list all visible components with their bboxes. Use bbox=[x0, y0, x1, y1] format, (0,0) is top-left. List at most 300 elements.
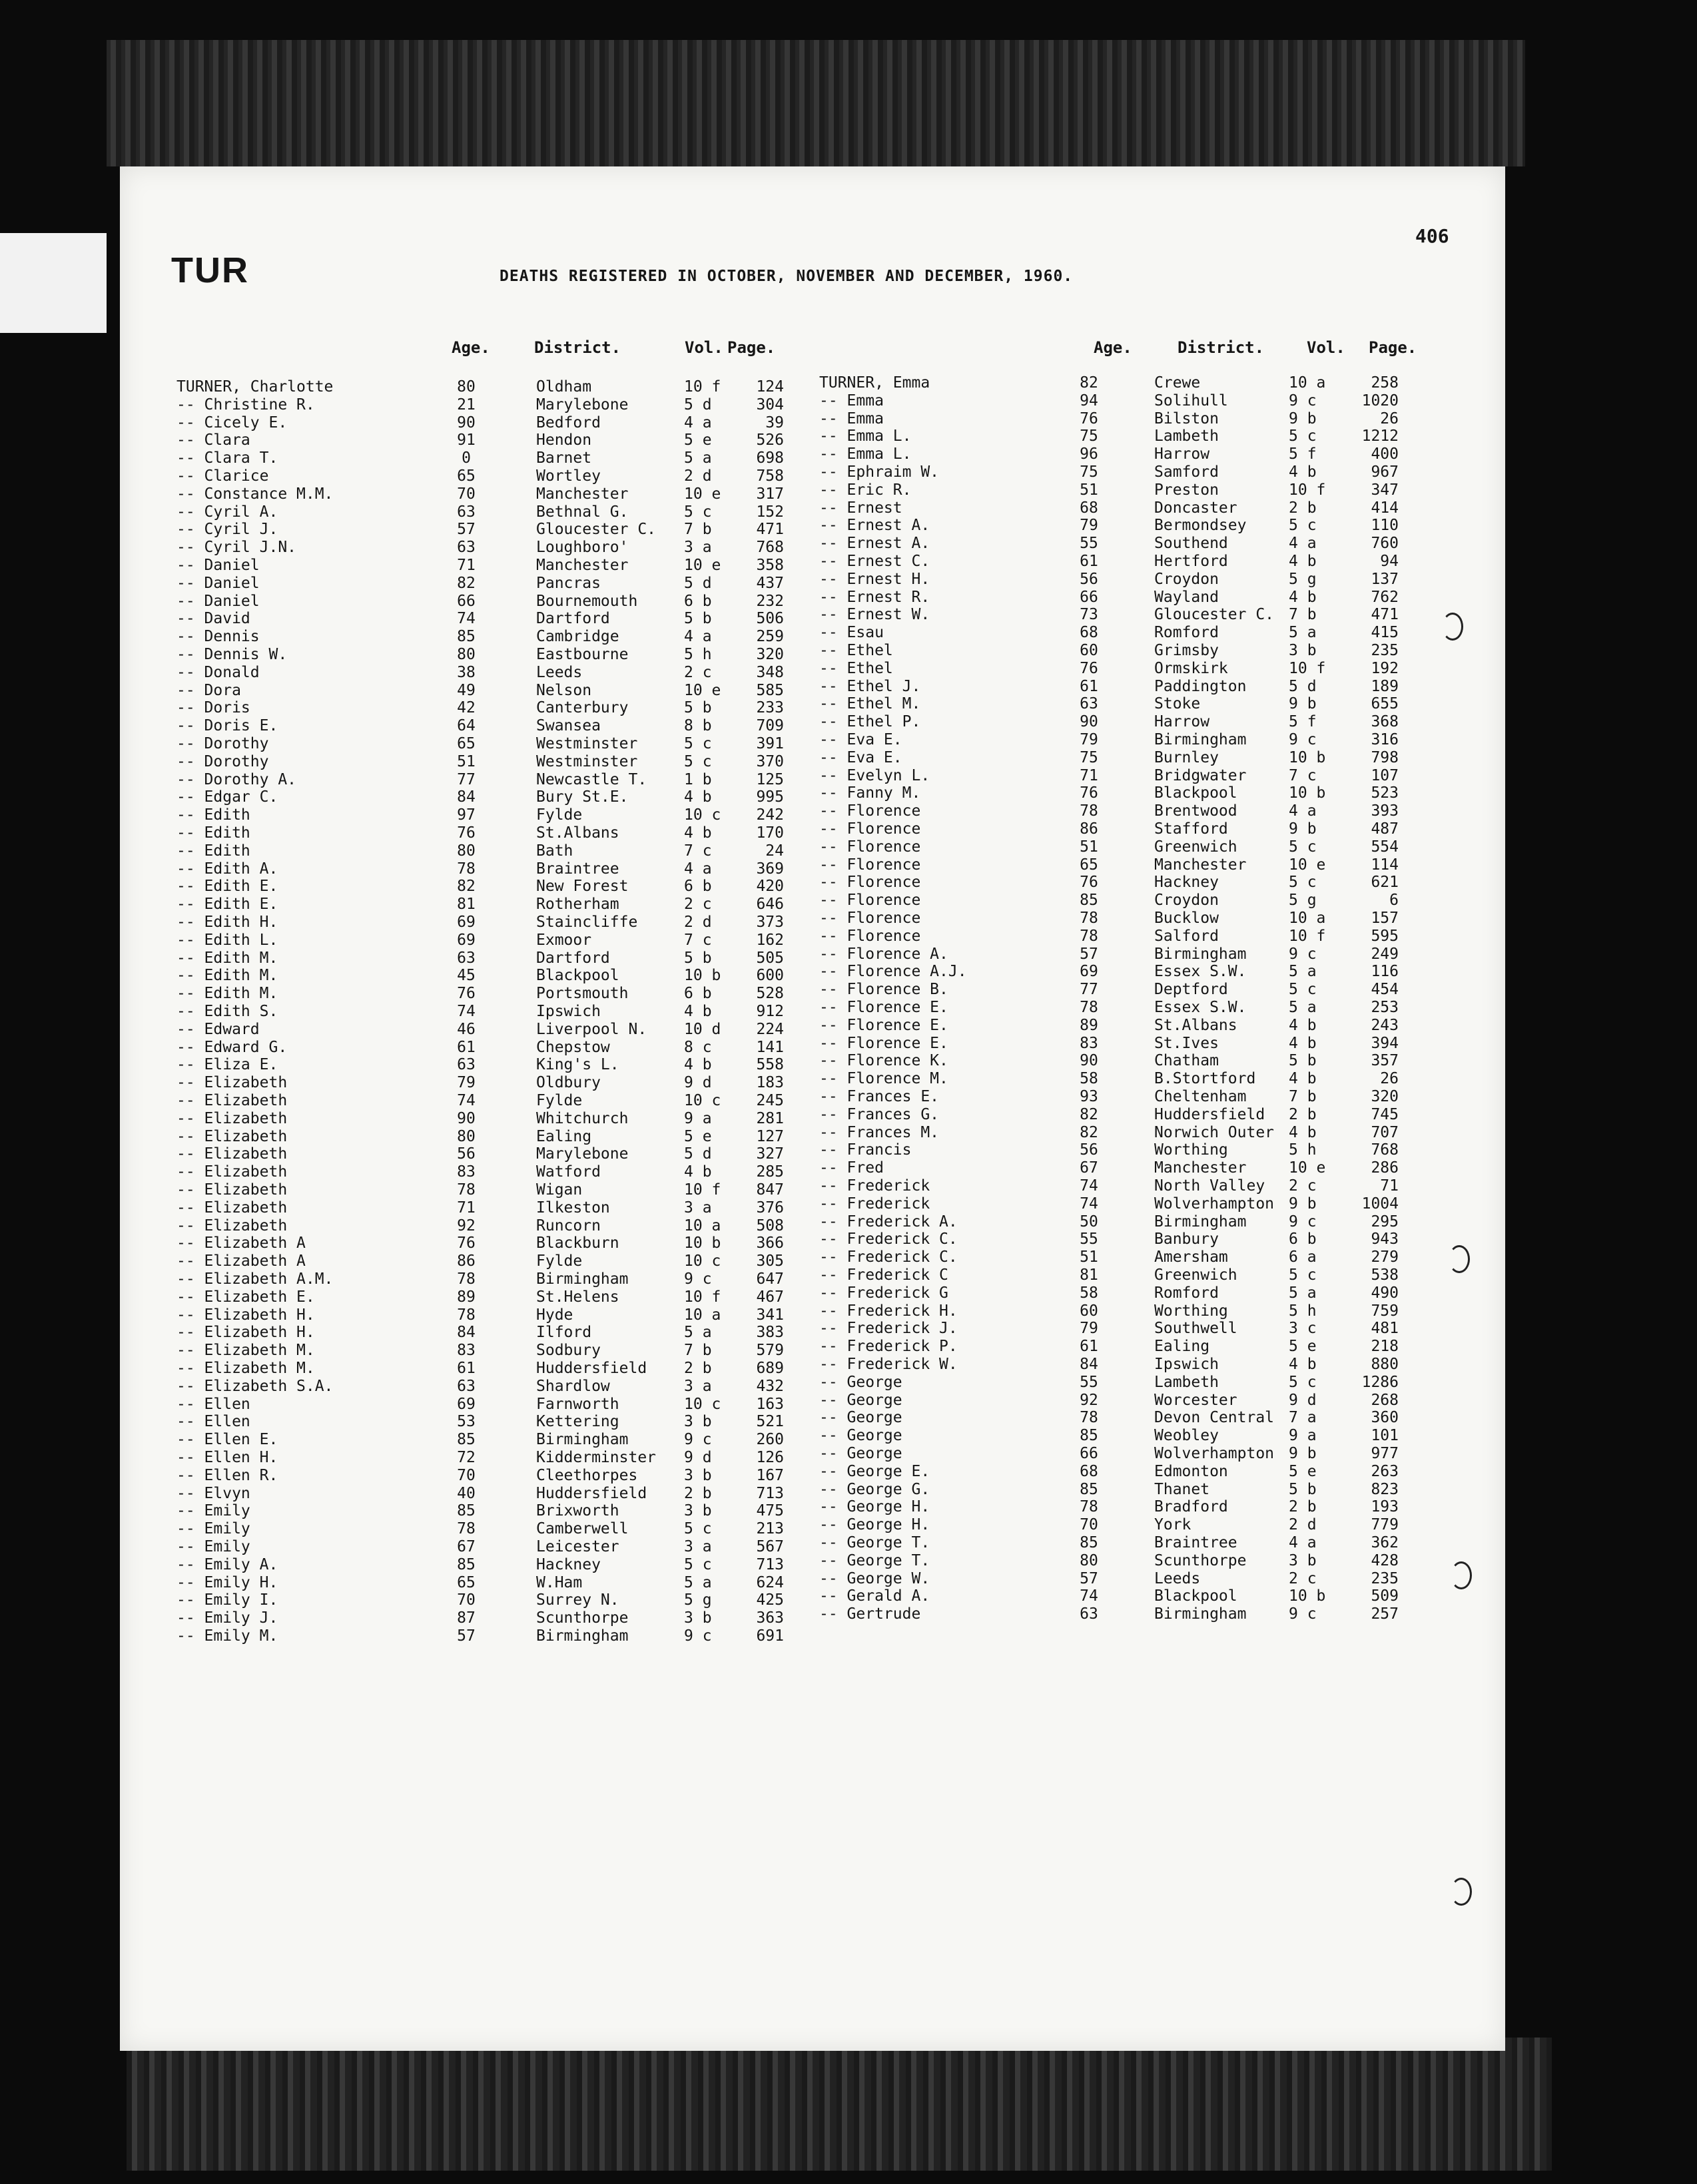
entry-age: 84 bbox=[1080, 1356, 1098, 1373]
entry-page: 341 bbox=[756, 1306, 784, 1324]
entry-page: 317 bbox=[756, 485, 784, 503]
entry-page: 362 bbox=[1371, 1534, 1399, 1551]
entry-name: -- Edith M. bbox=[176, 985, 278, 1003]
entry-name: -- Ethel bbox=[819, 659, 893, 677]
register-entry bbox=[176, 1163, 843, 1181]
entry-page: 26 bbox=[1380, 410, 1399, 427]
register-entry bbox=[176, 431, 843, 449]
entry-name: -- Fanny M. bbox=[819, 784, 921, 802]
entry-age: 58 bbox=[1080, 1070, 1098, 1088]
entry-page: 554 bbox=[1371, 838, 1399, 856]
entry-age: 68 bbox=[1080, 624, 1098, 642]
entry-name: -- Elizabeth M. bbox=[176, 1342, 315, 1360]
register-entry bbox=[819, 874, 1485, 892]
entry-district: Manchester bbox=[1154, 1159, 1247, 1177]
entry-district: Edmonton bbox=[1154, 1462, 1228, 1480]
entry-page: 768 bbox=[1371, 1141, 1399, 1159]
entry-volume: 4 b bbox=[684, 788, 712, 806]
register-entry bbox=[819, 1392, 1485, 1410]
register-entry bbox=[819, 820, 1485, 838]
entry-volume: 5 d bbox=[684, 396, 712, 413]
entry-name: -- Elvyn bbox=[176, 1484, 250, 1502]
entry-age: 77 bbox=[1080, 981, 1098, 999]
entry-name: -- Cyril J.N. bbox=[176, 539, 297, 557]
entry-page: 127 bbox=[756, 1127, 784, 1145]
entry-district: Wolverhampton bbox=[1154, 1195, 1275, 1213]
entry-volume: 5 f bbox=[1289, 713, 1317, 731]
entry-district: Norwich Outer bbox=[1154, 1123, 1275, 1141]
entry-age: 75 bbox=[1080, 748, 1098, 766]
entry-page: 1286 bbox=[1361, 1373, 1399, 1391]
entry-district: Birmingham bbox=[1154, 1213, 1247, 1230]
entry-page: 347 bbox=[1371, 481, 1399, 499]
entry-page: 263 bbox=[1371, 1462, 1399, 1480]
entry-page: 360 bbox=[1371, 1409, 1399, 1427]
entry-name: -- Ernest W. bbox=[819, 606, 930, 624]
entry-age: 78 bbox=[1080, 927, 1098, 945]
entry-volume: 10 f bbox=[1289, 481, 1326, 499]
entry-district: Romford bbox=[1154, 1284, 1219, 1302]
entry-name: -- Frederick H. bbox=[819, 1302, 958, 1320]
entry-volume: 10 e bbox=[684, 485, 721, 503]
entry-page: 235 bbox=[1371, 642, 1399, 659]
left-header-page: Page. bbox=[727, 338, 776, 357]
entry-district: North Valley bbox=[1154, 1177, 1265, 1195]
entry-volume: 5 a bbox=[1289, 963, 1317, 981]
entry-page: 232 bbox=[756, 592, 784, 610]
register-entry bbox=[176, 378, 843, 396]
entry-district: Fylde bbox=[536, 806, 583, 824]
entry-age: 79 bbox=[1080, 1320, 1098, 1338]
right-header-vol: Vol. bbox=[1307, 338, 1345, 357]
entry-age: 80 bbox=[457, 378, 476, 396]
register-entry bbox=[176, 1270, 843, 1288]
entry-name: -- George H. bbox=[819, 1498, 930, 1516]
entry-district: Harrow bbox=[1154, 713, 1210, 731]
entry-name: -- Florence bbox=[819, 910, 921, 927]
entry-age: 67 bbox=[457, 1538, 476, 1555]
entry-age: 79 bbox=[1080, 731, 1098, 748]
entry-age: 69 bbox=[457, 914, 476, 931]
entry-volume: 3 a bbox=[684, 1538, 712, 1555]
entry-volume: 8 b bbox=[684, 717, 712, 735]
entry-district: Huddersfield bbox=[536, 1484, 647, 1502]
entry-volume: 9 c bbox=[684, 1627, 712, 1645]
register-entry bbox=[819, 1052, 1485, 1070]
entry-name: -- George bbox=[819, 1409, 902, 1427]
entry-name: -- Evelyn L. bbox=[819, 766, 930, 784]
entry-volume: 4 b bbox=[684, 1163, 712, 1181]
entry-page: 558 bbox=[756, 1056, 784, 1074]
entry-age: 73 bbox=[1080, 606, 1098, 624]
entry-district: Ealing bbox=[1154, 1338, 1210, 1356]
entry-district: Camberwell bbox=[536, 1520, 629, 1538]
register-entry bbox=[176, 1431, 843, 1449]
register-entry bbox=[819, 695, 1485, 713]
entry-page: 995 bbox=[756, 788, 784, 806]
register-entry bbox=[819, 928, 1485, 946]
entry-age: 68 bbox=[1080, 499, 1098, 517]
entry-volume: 5 c bbox=[1289, 427, 1317, 445]
entry-age: 92 bbox=[457, 1217, 476, 1234]
entry-volume: 3 b bbox=[1289, 1551, 1317, 1569]
entry-volume: 5 d bbox=[684, 1145, 712, 1163]
entry-page: 163 bbox=[756, 1395, 784, 1413]
entry-page: 528 bbox=[756, 985, 784, 1003]
entry-district: Bournemouth bbox=[536, 592, 638, 610]
entry-name: -- Florence bbox=[819, 874, 921, 892]
entry-page: 475 bbox=[756, 1502, 784, 1520]
entry-district: Staincliffe bbox=[536, 914, 638, 931]
entry-volume: 9 d bbox=[684, 1449, 712, 1466]
register-entry bbox=[176, 985, 843, 1003]
entry-age: 56 bbox=[1080, 570, 1098, 588]
entry-district: Brentwood bbox=[1154, 802, 1237, 820]
register-entry bbox=[819, 499, 1485, 517]
entry-district: Burnley bbox=[1154, 748, 1219, 766]
entry-district: Blackburn bbox=[536, 1234, 619, 1252]
register-entry bbox=[819, 1070, 1485, 1088]
register-entry bbox=[176, 1306, 843, 1324]
entry-name: -- Edgar C. bbox=[176, 788, 278, 806]
entry-volume: 4 b bbox=[684, 1056, 712, 1074]
entry-volume: 4 b bbox=[1289, 1356, 1317, 1373]
register-entry bbox=[176, 1074, 843, 1092]
entry-age: 78 bbox=[457, 1181, 476, 1199]
entry-page: 745 bbox=[1371, 1105, 1399, 1123]
register-entry bbox=[176, 1413, 843, 1431]
entry-name: -- Emily J. bbox=[176, 1609, 278, 1627]
entry-district: Leicester bbox=[536, 1538, 619, 1555]
entry-district: Samford bbox=[1154, 463, 1219, 481]
entry-district: Pancras bbox=[536, 574, 601, 592]
entry-age: 56 bbox=[1080, 1141, 1098, 1159]
entry-volume: 4 b bbox=[1289, 553, 1317, 570]
entry-volume: 5 g bbox=[684, 1591, 712, 1609]
entry-volume: 5 h bbox=[1289, 1141, 1317, 1159]
entry-age: 69 bbox=[457, 931, 476, 949]
entry-page: 110 bbox=[1371, 517, 1399, 535]
register-entry bbox=[176, 1003, 843, 1021]
entry-age: 63 bbox=[457, 503, 476, 521]
entry-district: Eastbourne bbox=[536, 646, 629, 663]
register-entry bbox=[819, 767, 1485, 785]
entry-age: 78 bbox=[1080, 802, 1098, 820]
entry-age: 63 bbox=[1080, 695, 1098, 713]
register-entry bbox=[176, 1467, 843, 1485]
entry-age: 64 bbox=[457, 717, 476, 735]
entry-volume: 1 b bbox=[684, 770, 712, 788]
entry-district: Portsmouth bbox=[536, 985, 629, 1003]
entry-district: Hyde bbox=[536, 1306, 573, 1324]
entry-page: 167 bbox=[756, 1466, 784, 1484]
entry-page: 579 bbox=[756, 1342, 784, 1360]
entry-district: Wortley bbox=[536, 467, 601, 485]
entry-volume: 3 b bbox=[684, 1413, 712, 1431]
entry-age: 63 bbox=[457, 1056, 476, 1074]
entry-district: Greenwich bbox=[1154, 1266, 1237, 1284]
entry-volume: 10 a bbox=[684, 1217, 721, 1234]
register-entry bbox=[176, 1324, 843, 1342]
entry-district: Watford bbox=[536, 1163, 601, 1181]
register-entry bbox=[819, 1570, 1485, 1588]
entry-district: Fylde bbox=[536, 1092, 583, 1109]
entry-name: -- Dora bbox=[176, 681, 241, 699]
entry-age: 65 bbox=[457, 467, 476, 485]
entry-page: 260 bbox=[756, 1431, 784, 1449]
scan-border-top bbox=[107, 40, 1525, 166]
entry-district: Blackpool bbox=[1154, 784, 1237, 802]
entry-district: Ormskirk bbox=[1154, 659, 1228, 677]
entry-name: -- Florence E. bbox=[819, 1016, 948, 1034]
entry-age: 80 bbox=[457, 1127, 476, 1145]
entry-page: 213 bbox=[756, 1520, 784, 1538]
entry-district: Dartford bbox=[536, 949, 610, 967]
entry-name: -- Elizabeth bbox=[176, 1092, 288, 1109]
entry-district: St.Ives bbox=[1154, 1034, 1219, 1052]
entry-volume: 4 b bbox=[1289, 463, 1317, 481]
entry-district: Gloucester C. bbox=[1154, 606, 1275, 624]
entry-name: -- Elizabeth bbox=[176, 1074, 288, 1092]
entry-page: 768 bbox=[756, 539, 784, 557]
entry-volume: 10 b bbox=[1289, 784, 1326, 802]
entry-page: 415 bbox=[1371, 624, 1399, 642]
entry-name: -- Emily bbox=[176, 1538, 250, 1555]
register-entry bbox=[176, 1234, 843, 1252]
entry-page: 281 bbox=[756, 1109, 784, 1127]
entry-name: -- Francis bbox=[819, 1141, 912, 1159]
entry-age: 57 bbox=[1080, 1569, 1098, 1587]
entry-district: Worthing bbox=[1154, 1302, 1228, 1320]
entry-volume: 7 c bbox=[684, 931, 712, 949]
entry-district: Paddington bbox=[1154, 677, 1247, 695]
entry-volume: 2 d bbox=[684, 914, 712, 931]
entry-district: Runcorn bbox=[536, 1217, 601, 1234]
register-entry bbox=[819, 571, 1485, 589]
entry-volume: 5 h bbox=[1289, 1302, 1317, 1320]
entry-age: 76 bbox=[457, 824, 476, 842]
entry-age: 94 bbox=[1080, 392, 1098, 410]
entry-age: 65 bbox=[457, 735, 476, 752]
entry-age: 74 bbox=[457, 610, 476, 628]
register-entry bbox=[819, 838, 1485, 856]
register-entry bbox=[819, 553, 1485, 571]
entry-age: 75 bbox=[1080, 427, 1098, 445]
entry-page: 758 bbox=[756, 467, 784, 485]
entry-name: -- Eliza E. bbox=[176, 1056, 278, 1074]
entry-volume: 2 b bbox=[1289, 1105, 1317, 1123]
register-entry bbox=[176, 485, 843, 503]
entry-volume: 9 c bbox=[684, 1431, 712, 1449]
entry-age: 82 bbox=[1080, 1123, 1098, 1141]
entry-age: 90 bbox=[457, 1109, 476, 1127]
entry-name: -- George W. bbox=[819, 1569, 930, 1587]
entry-district: Preston bbox=[1154, 481, 1219, 499]
entry-page: 320 bbox=[1371, 1088, 1399, 1105]
entry-age: 69 bbox=[1080, 963, 1098, 981]
register-entry bbox=[819, 624, 1485, 642]
entry-name: -- Ernest A. bbox=[819, 517, 930, 535]
entry-age: 80 bbox=[457, 646, 476, 663]
entry-name: -- Frederick bbox=[819, 1195, 930, 1213]
entry-page: 567 bbox=[756, 1538, 784, 1555]
entry-name: -- Daniel bbox=[176, 592, 260, 610]
register-entry bbox=[176, 1199, 843, 1217]
entry-name: -- George bbox=[819, 1391, 902, 1409]
entry-volume: 10 a bbox=[1289, 910, 1326, 927]
entry-name: -- Emily bbox=[176, 1520, 250, 1538]
entry-name: -- Elizabeth A.M. bbox=[176, 1270, 334, 1288]
entry-volume: 4 a bbox=[1289, 1534, 1317, 1551]
entry-name: -- George T. bbox=[819, 1534, 930, 1551]
register-entry bbox=[176, 914, 843, 932]
entry-name: -- Ellen bbox=[176, 1413, 250, 1431]
left-header-vol: Vol. bbox=[685, 338, 723, 357]
entry-age: 91 bbox=[457, 431, 476, 449]
entry-name: -- Eva E. bbox=[819, 748, 902, 766]
entry-volume: 9 c bbox=[1289, 731, 1317, 748]
entry-district: Croydon bbox=[1154, 892, 1219, 910]
entry-volume: 9 c bbox=[1289, 1605, 1317, 1623]
entry-volume: 9 b bbox=[1289, 695, 1317, 713]
entry-age: 78 bbox=[457, 1520, 476, 1538]
entry-name: -- Florence bbox=[819, 820, 921, 838]
entry-page: 400 bbox=[1371, 445, 1399, 463]
entry-page: 71 bbox=[1380, 1177, 1399, 1195]
register-entry bbox=[819, 1248, 1485, 1266]
entry-volume: 7 b bbox=[1289, 1088, 1317, 1105]
entry-page: 124 bbox=[756, 378, 784, 396]
entry-age: 60 bbox=[1080, 1302, 1098, 1320]
register-entry bbox=[819, 1141, 1485, 1159]
entry-page: 1004 bbox=[1361, 1195, 1399, 1213]
entry-volume: 5 c bbox=[684, 752, 712, 770]
register-entry bbox=[176, 896, 843, 914]
entry-name: -- Elizabeth bbox=[176, 1217, 288, 1234]
entry-name: -- Daniel bbox=[176, 574, 260, 592]
entry-page: 327 bbox=[756, 1145, 784, 1163]
entry-volume: 5 g bbox=[1289, 570, 1317, 588]
entry-volume: 2 d bbox=[684, 467, 712, 485]
entry-page: 285 bbox=[756, 1163, 784, 1181]
entry-volume: 5 c bbox=[1289, 517, 1317, 535]
entry-name: -- Ernest A. bbox=[819, 535, 930, 553]
entry-volume: 3 a bbox=[684, 1377, 712, 1395]
entry-district: Newcastle T. bbox=[536, 770, 647, 788]
entry-page: 249 bbox=[1371, 945, 1399, 963]
register-entry bbox=[176, 788, 843, 806]
entry-name: -- Elizabeth bbox=[176, 1109, 288, 1127]
entry-district: B.Stortford bbox=[1154, 1070, 1256, 1088]
entry-volume: 5 c bbox=[684, 1555, 712, 1573]
entry-name: -- Emily A. bbox=[176, 1555, 278, 1573]
entry-district: Amersham bbox=[1154, 1248, 1228, 1266]
entry-page: 39 bbox=[765, 413, 784, 431]
entry-district: Hertford bbox=[1154, 553, 1228, 570]
entry-page: 481 bbox=[1371, 1320, 1399, 1338]
entry-district: Bethnal G. bbox=[536, 503, 629, 521]
entry-volume: 5 b bbox=[684, 610, 712, 628]
entry-name: -- Emma L. bbox=[819, 445, 912, 463]
register-entry bbox=[176, 1360, 843, 1378]
entry-volume: 5 b bbox=[684, 699, 712, 717]
register-entry bbox=[819, 749, 1485, 767]
entry-age: 85 bbox=[1080, 1534, 1098, 1551]
entry-page: 116 bbox=[1371, 963, 1399, 981]
entry-volume: 5 h bbox=[684, 646, 712, 663]
entry-age: 82 bbox=[457, 878, 476, 896]
entry-name: -- Fred bbox=[819, 1159, 884, 1177]
entry-volume: 9 b bbox=[1289, 410, 1317, 427]
entry-name: -- Florence E. bbox=[819, 999, 948, 1016]
entry-page: 157 bbox=[1371, 910, 1399, 927]
entry-page: 432 bbox=[756, 1377, 784, 1395]
entry-page: 585 bbox=[756, 681, 784, 699]
entry-district: Blackpool bbox=[536, 967, 619, 985]
entry-name: -- Esau bbox=[819, 624, 884, 642]
entry-district: Chatham bbox=[1154, 1052, 1219, 1070]
entry-age: 60 bbox=[1080, 642, 1098, 659]
entry-district: Ilford bbox=[536, 1324, 592, 1342]
entry-page: 509 bbox=[1371, 1587, 1399, 1605]
entry-district: Kidderminster bbox=[536, 1449, 657, 1466]
entry-name: -- Christine R. bbox=[176, 396, 315, 413]
entry-age: 78 bbox=[457, 1270, 476, 1288]
entry-district: Bilston bbox=[1154, 410, 1219, 427]
entry-volume: 10 a bbox=[684, 1306, 721, 1324]
entry-age: 87 bbox=[457, 1609, 476, 1627]
entry-district: Huddersfield bbox=[1154, 1105, 1265, 1123]
register-entry bbox=[176, 967, 843, 985]
register-entry bbox=[176, 1181, 843, 1199]
entry-volume: 5 b bbox=[684, 949, 712, 967]
entry-volume: 9 c bbox=[684, 1270, 712, 1288]
register-entry bbox=[176, 1128, 843, 1146]
entry-page: 258 bbox=[1371, 374, 1399, 392]
register-entry bbox=[176, 771, 843, 789]
entry-age: 71 bbox=[1080, 766, 1098, 784]
register-entry bbox=[176, 521, 843, 539]
entry-volume: 7 b bbox=[684, 521, 712, 539]
entry-page: 425 bbox=[756, 1591, 784, 1609]
entry-volume: 6 b bbox=[684, 985, 712, 1003]
entry-name: -- Clara bbox=[176, 431, 250, 449]
entry-name: -- Ellen E. bbox=[176, 1431, 278, 1449]
register-entry bbox=[819, 999, 1485, 1017]
entry-age: 55 bbox=[1080, 535, 1098, 553]
entry-name: -- Elizabeth bbox=[176, 1199, 288, 1217]
register-entry bbox=[819, 427, 1485, 445]
entry-district: Hendon bbox=[536, 431, 592, 449]
entry-volume: 10 d bbox=[684, 1020, 721, 1038]
register-entry bbox=[176, 1449, 843, 1467]
entry-district: Shardlow bbox=[536, 1377, 610, 1395]
entry-age: 51 bbox=[1080, 481, 1098, 499]
entry-age: 70 bbox=[457, 1591, 476, 1609]
register-entry bbox=[176, 1396, 843, 1414]
register-entry bbox=[819, 963, 1485, 981]
entry-name: -- Emma bbox=[819, 410, 884, 427]
entry-age: 56 bbox=[457, 1145, 476, 1163]
entry-district: Weobley bbox=[1154, 1427, 1219, 1445]
register-entry bbox=[819, 1159, 1485, 1177]
entry-name: -- George H. bbox=[819, 1516, 930, 1534]
entry-age: 74 bbox=[1080, 1195, 1098, 1213]
entry-district: St.Albans bbox=[1154, 1016, 1237, 1034]
entry-page: 521 bbox=[756, 1413, 784, 1431]
entry-name: -- Edith A. bbox=[176, 860, 278, 878]
entry-district: Worcester bbox=[1154, 1391, 1237, 1409]
